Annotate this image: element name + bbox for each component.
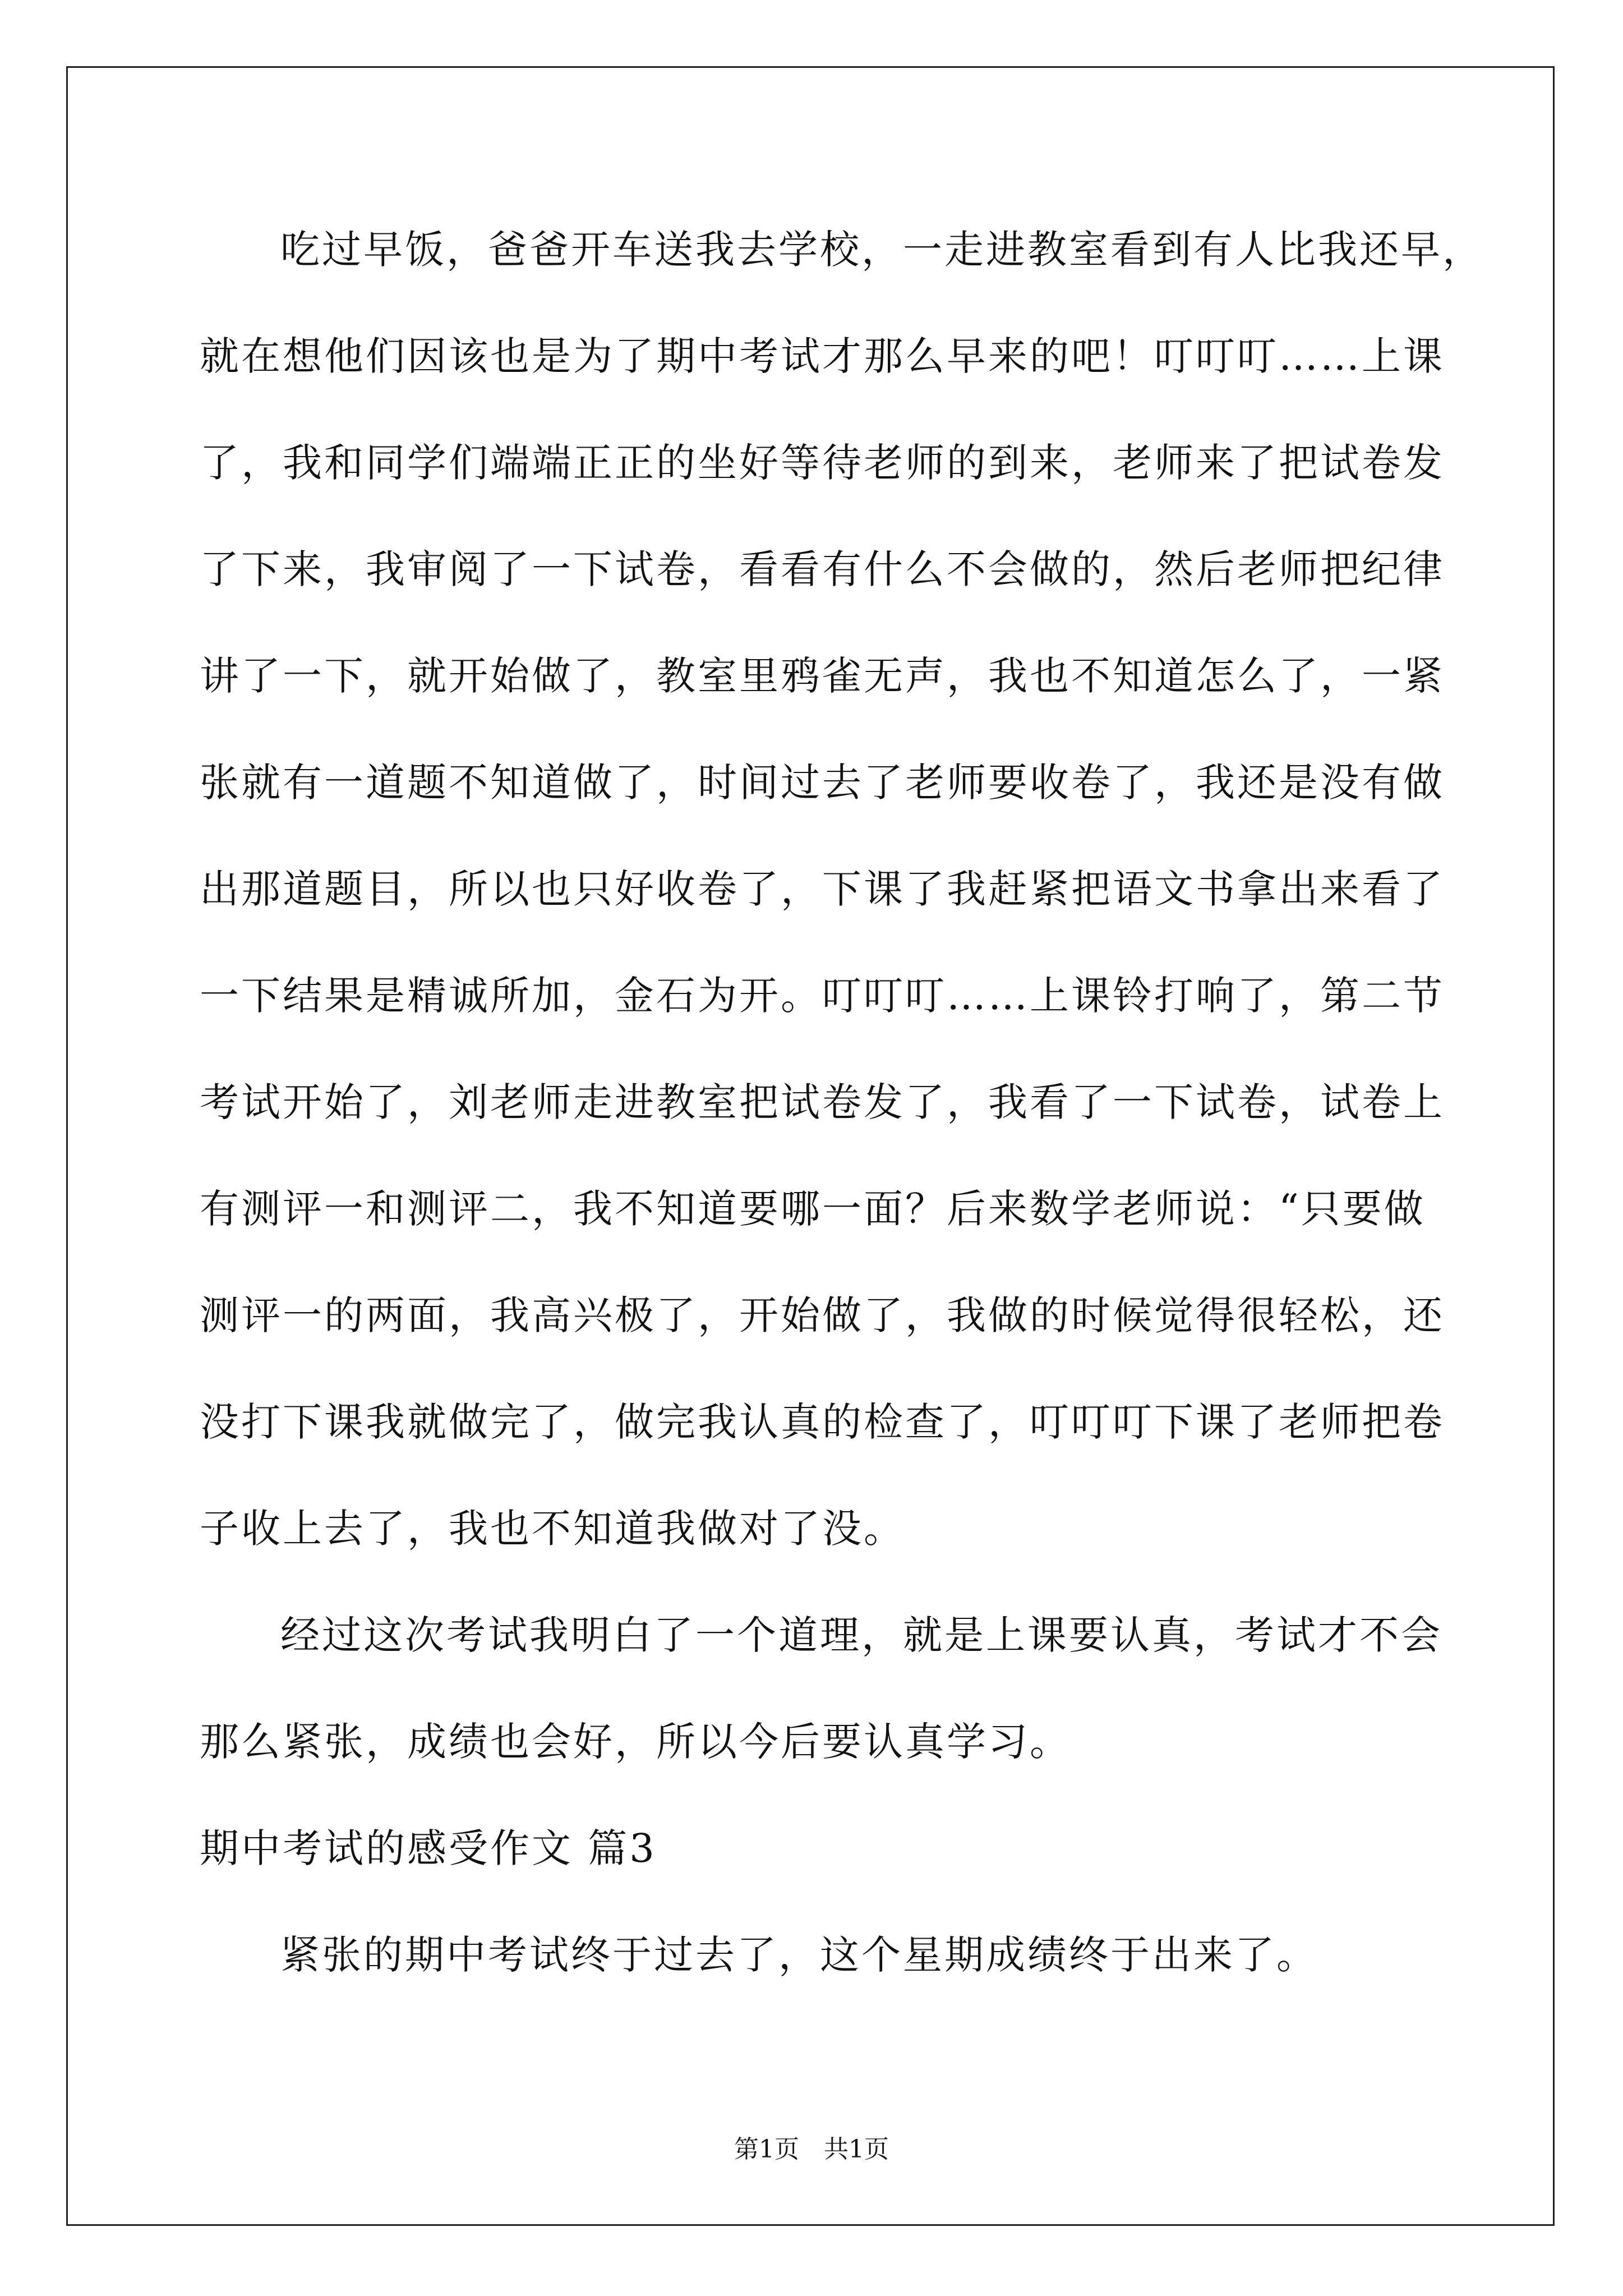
paragraph-2-line-2: 那么紧张，成绩也会好，所以今后要认真学习。	[200, 1719, 1071, 1765]
paragraph-1-line-5: 讲了一下，就开始做了，教室里鸦雀无声，我也不知道怎么了，一紧	[200, 653, 1445, 699]
paragraph-1-line-8: 一下结果是精诚所加，金石为开。叮叮叮……上课铃打响了，第二节	[200, 973, 1445, 1019]
page-footer: 第1页 共1页	[734, 2135, 889, 2164]
paragraph-1-line-1: 吃过早饭，爸爸开车送我去学校，一走进教室看到有人比我还早，	[280, 227, 1484, 273]
paragraph-1-line-10: 有测评一和测评二，我不知道要哪一面？后来数学老师说：“只要做	[200, 1186, 1426, 1232]
paragraph-2-line-1: 经过这次考试我明白了一个道理，就是上课要认真，考试才不会	[280, 1612, 1442, 1658]
paragraph-1-line-3: 了，我和同学们端端正正的坐好等待老师的到来，老师来了把试卷发	[200, 440, 1445, 486]
paragraph-1-line-12: 没打下课我就做完了，做完我认真的检查了，叮叮叮下课了老师把卷	[200, 1399, 1445, 1445]
paragraph-1-line-4: 了下来，我审阅了一下试卷，看看有什么不会做的，然后老师把纪律	[200, 546, 1445, 592]
page-border	[66, 66, 1555, 2226]
paragraph-1-line-2: 就在想他们因该也是为了期中考试才那么早来的吧！叮叮叮……上课	[200, 333, 1445, 379]
paragraph-3-line-1: 紧张的期中考试终于过去了，这个星期成绩终于出来了。	[280, 1932, 1318, 1978]
section-heading: 期中考试的感受作文 篇3	[200, 1825, 657, 1871]
paragraph-1-line-9: 考试开始了，刘老师走进教室把试卷发了，我看了一下试卷，试卷上	[200, 1079, 1445, 1125]
paragraph-1-line-6: 张就有一道题不知道做了，时间过去了老师要收卷了，我还是没有做	[200, 760, 1445, 806]
paragraph-1-line-13: 子收上去了，我也不知道我做对了没。	[200, 1506, 905, 1552]
paragraph-1-line-7: 出那道题目，所以也只好收卷了，下课了我赶紧把语文书拿出来看了	[200, 866, 1445, 912]
paragraph-1-line-11: 测评一的两面，我高兴极了，开始做了，我做的时候觉得很轻松，还	[200, 1292, 1445, 1338]
